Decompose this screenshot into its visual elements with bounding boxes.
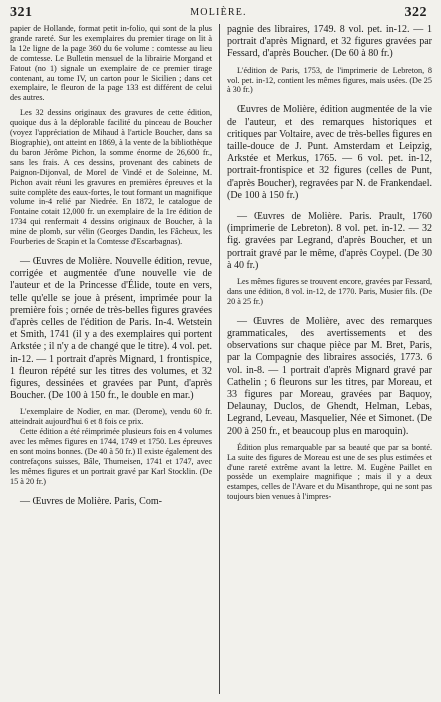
running-head: MOLIÈRE. — [190, 7, 247, 18]
page-number-right: 322 — [404, 5, 427, 20]
column-divider — [219, 24, 220, 694]
paragraph: Les mêmes figures se trouvent encore, gravées par Fessard, dans une édition, 8 vol. in-12, de 1770. Paris, Musier fils. (De 20 à 25 fr.) — [227, 276, 432, 306]
entry-paragraph: — Œuvres de Molière. Paris, Com- — [20, 495, 162, 507]
paragraph: Édition plus remarquable par sa beauté que par sa bonté. La suite des figures de Moreau est une de ses plus estimées et d'une rareté extrême avant la lettre. M. Eugène Paillet en possède un exemplaire magnifique ; mais il y a deux estampes, celles de l'Avare et du Misanthrope, qui ne sont pas toujours bien venues à l'impres- — [227, 442, 432, 502]
paragraph: L'exemplaire de Nodier, en mar. (Derome), vendu 60 fr. atteindrait aujourd'hui 6 et 8 fois ce prix. — [10, 407, 212, 427]
paragraph: papier de Hollande, format petit in-folio, qui sont de la plus grande rareté. Sur les exemplaires du premier tirage on lit à la 12e ligne de la page 360 du 6e volume : comtesse au lieu de comtesse. Le Bulletin mensuel de la librairie Morgand et Fatout (no 1) signale un exemplaire de ce premier tirage contenant, au tome IV, un carton pour le Sicilien ; dans cet exemplaire, le fleuron de la page 133 est différent de celui des autres. — [10, 24, 212, 103]
entry-paragraph: — Œuvres de Molière, avec des remarques grammaticales, des avertissements et des observations sur chaque pièce par M. Bret, Paris, par la Compagnie des libraires associés, 1773. 6 vol. in-8. — 1 portrait d'après Mignard gravé par Cathelin ; 6 fleurons sur les titres, par Moreau, et 33 figures par Moreau, gravées par Baquoy, Delaunay, Duclos, de Ghendt, Helman, Lebas, Legrand, Leveau, Masquelier, Née et Simonet. (De 200 à 250 fr., et beaucoup plus en maroquin). — [227, 315, 432, 437]
page-number-left: 321 — [10, 5, 33, 20]
entry-paragraph: — Œuvres de Molière. Paris. Prault, 1760 (imprimerie de Lebreton). 8 vol. pet. in-12. — 32 fig. gravées par Legrand, d'après Boucher, et un portrait gravé par le même, d'après Coypel. (De 30 à 40 fr.) — [227, 210, 432, 271]
entry-paragraph: Œuvres de Molière, édition augmentée de la vie de l'auteur, et des remarques historiques et critiques par Voltaire, avec de très-belles figures en taille-douce de J. Punt. Amsterdam et Leipzig, Arkstée et Merkus, 1765. — 6 vol. pet. in-12, portrait-frontispice et 32 figures (celles de Punt, d'après Boucher), regravées par N. de Frankendael. (De 100 à 150 fr.) — [227, 104, 432, 201]
paragraph: Les 32 dessins originaux des gravures de cette édition, quoique dus à la déplorable facilité du pinceau de Boucher (voyez l'appréciation de Mihaud à l'article Boucher, dans sa Biographie), ont atteint en 1869, à la vente de la bibliothèque du baron Jérôme Pichon, la somme énorme de 26,600 fr., sans les frais. A ces dessins, provenant des cabinets de Paignon-Dijonval, de Morel de Vindé et de Soleinne, M. Pichon avait réuni les gravures en premières épreuves et la suite complète des eaux-fortes, le tout formant un magnifique volume in-4 relié par Niedrée. En 1872, le catalogue de Fontaine cotait 12,000 fr. un exemplaire de la 1re édition de 1734 qui renfermait 4 dessins originaux de Boucher, à la mine de plomb, sur vélin (Georges Dandin, les Fâcheux, les Fourberies de Scapin et la Comtesse d'Escarbagnas). — [10, 108, 212, 247]
entry-paragraph: — Œuvres de Molière. Nouvelle édition, revue, corrigée et augmentée d'une nouvelle vie de l'auteur et de la Princesse d'Élide, toute en vers, telle qu'elle se joue à présent, imprimée pour la première fois ; ornée de très-belles figures gravées d'après celles de l'édition de Paris. In-4. Wetstein et Smith, 1741 (il y a des exemplaires qui portent Arkstée ; il n'y a de changé que le titre). 4 vol. pet. in-12. — 1 portrait d'après Mignard, 1 frontispice, 1 fleuron répété sur les titres des volumes, et 32 figures, dessinées et gravées par Punt, d'après Boucher. (De 100 à 150 fr., le double en mar.) — [10, 255, 212, 402]
entry-paragraph: pagnie des libraires, 1749. 8 vol. pet. in-12. — 1 portrait d'après Mignard, et 32 figures gravées par Fessard, d'après Boucher. (De 60 à 80 fr.) — [227, 24, 432, 60]
right-column — [227, 24, 432, 698]
paragraph: Cette édition a été réimprimée plusieurs fois en 4 volumes avec les mêmes figures en 1744, 1749 et 1750. Les épreuves en sont moins bonnes. (De 40 à 50 fr.) Il existe également des contrefaçons suisses, Bâle, Thurneisen, 1741 et 1747, avec les mêmes figures et un portrait gravé par Karl Stocklin. (De 15 à 20 fr.) — [10, 427, 212, 486]
paragraph: L'édition de Paris, 1753, de l'imprimerie de Lebreton, 8 vol. pet. in-12, contient les mêmes figures, mais usées. (De 25 à 30 fr.) — [227, 65, 432, 95]
page-header — [10, 5, 427, 21]
left-column — [10, 24, 212, 698]
